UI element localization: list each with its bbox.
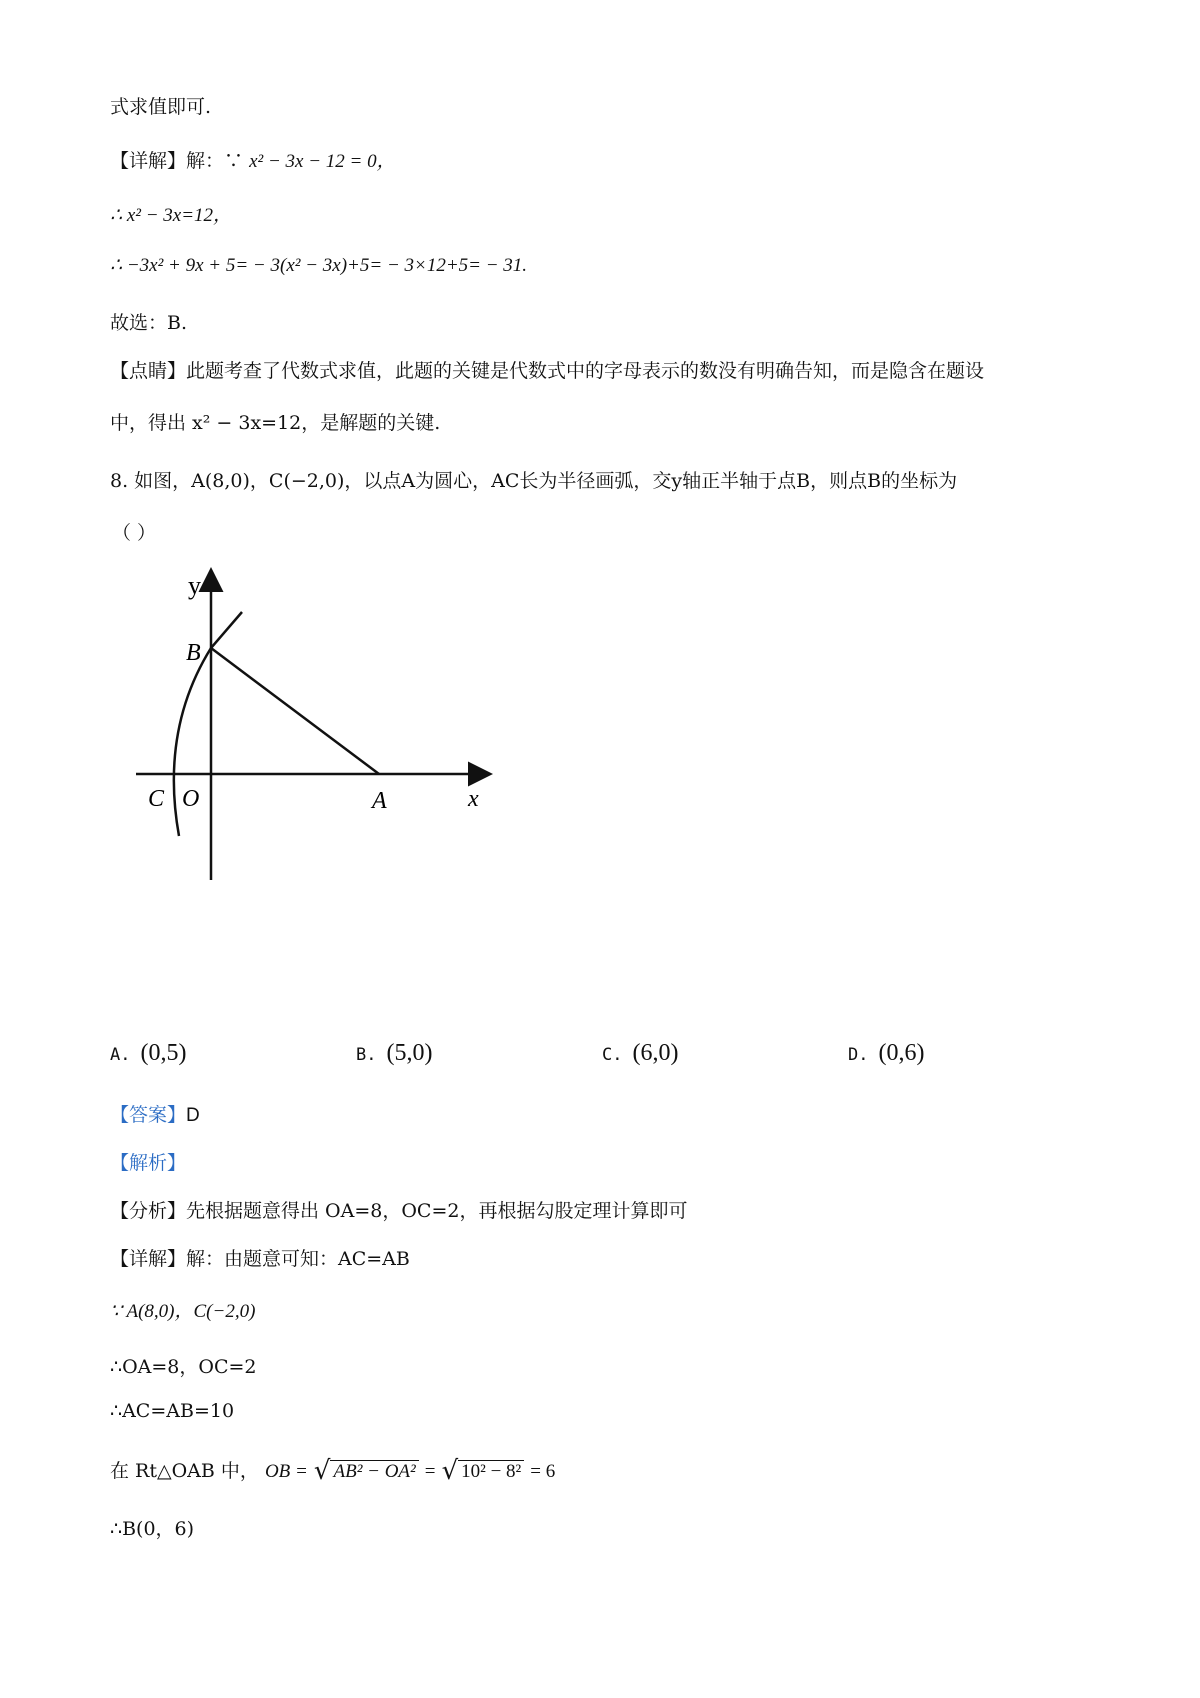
segment-ab: [211, 648, 379, 774]
answer-value: D: [186, 1105, 200, 1126]
solution-line-7: ∴B(0，6): [110, 1518, 195, 1540]
solution-line-6: [110, 1456, 555, 1486]
label-b: B: [186, 640, 201, 666]
radicand-1: AB² − OA²: [330, 1460, 418, 1483]
equation: x² − 3x − 12 = 0，: [249, 151, 396, 172]
option-d: [848, 1040, 924, 1067]
text-line-3: ∴ x² − 3x=12，: [110, 205, 233, 226]
detail-label: 【详解】解：∵: [110, 150, 244, 172]
text-line-2: [110, 146, 396, 173]
sqrt-symbol-1: √: [313, 1456, 331, 1486]
option-c: [602, 1040, 678, 1067]
option-c-value: (6,0): [632, 1040, 679, 1066]
label-y: y: [188, 571, 201, 600]
option-a: [110, 1040, 186, 1067]
solution-line-1: 【分析】先根据题意得出 OA=8，OC=2，再根据勾股定理计算即可: [110, 1200, 688, 1222]
option-a-value: (0,5): [140, 1040, 187, 1066]
text-line-4: ∴ −3x² + 9x + 5= − 3(x² − 3x)+5= − 3×12+5= − 31.: [110, 255, 528, 276]
ob-label: OB =: [264, 1461, 308, 1482]
option-c-label: C.: [602, 1045, 623, 1065]
coordinate-figure: [120, 560, 520, 900]
option-b: [356, 1040, 432, 1067]
option-a-label: A.: [110, 1045, 131, 1065]
rt-triangle-prefix: 在 Rt△OAB 中，: [110, 1460, 259, 1482]
sqrt-symbol-2: √: [441, 1456, 459, 1486]
answer-tag: 【答案】: [110, 1104, 187, 1126]
label-c: C: [148, 786, 165, 812]
option-b-label: B.: [356, 1045, 377, 1065]
question-8: 8. 如图，A(8,0)，C(−2,0)，以点A为圆心，AC长为半径画弧，交y轴正半轴于点B，则点B的坐标为: [110, 470, 958, 492]
option-d-value: (0,6): [878, 1040, 925, 1066]
text-line-5: 故选：B.: [110, 312, 188, 334]
option-b-value: (5,0): [386, 1040, 433, 1066]
label-x: x: [468, 786, 479, 812]
text-line-7: 中，得出 x² − 3x=12，是解题的关键.: [110, 412, 441, 434]
text-line-6: 【点睛】此题考查了代数式求值，此题的关键是代数式中的字母表示的数没有明确告知，而是隐含在题设: [110, 360, 985, 382]
result: = 6: [530, 1461, 556, 1482]
solution-line-3: ∵ A(8,0)，C(−2,0): [110, 1301, 256, 1322]
answer-line: [110, 1100, 200, 1127]
arc-extension: [211, 612, 242, 648]
solution-line-4: ∴OA=8，OC=2: [110, 1356, 257, 1378]
equals-sign: =: [424, 1461, 436, 1482]
solution-line-2: 【详解】解：由题意可知：AC=AB: [110, 1248, 410, 1270]
solution-line-5: ∴AC=AB=10: [110, 1400, 235, 1422]
radicand-2: 10² − 8²: [458, 1460, 524, 1483]
analysis-tag: 【解析】: [110, 1152, 187, 1174]
text-line-1: 式求值即可.: [110, 96, 212, 118]
option-d-label: D.: [848, 1045, 869, 1065]
label-o: O: [182, 786, 200, 812]
label-a: A: [372, 788, 387, 814]
answer-paren: （ ）: [112, 522, 157, 544]
